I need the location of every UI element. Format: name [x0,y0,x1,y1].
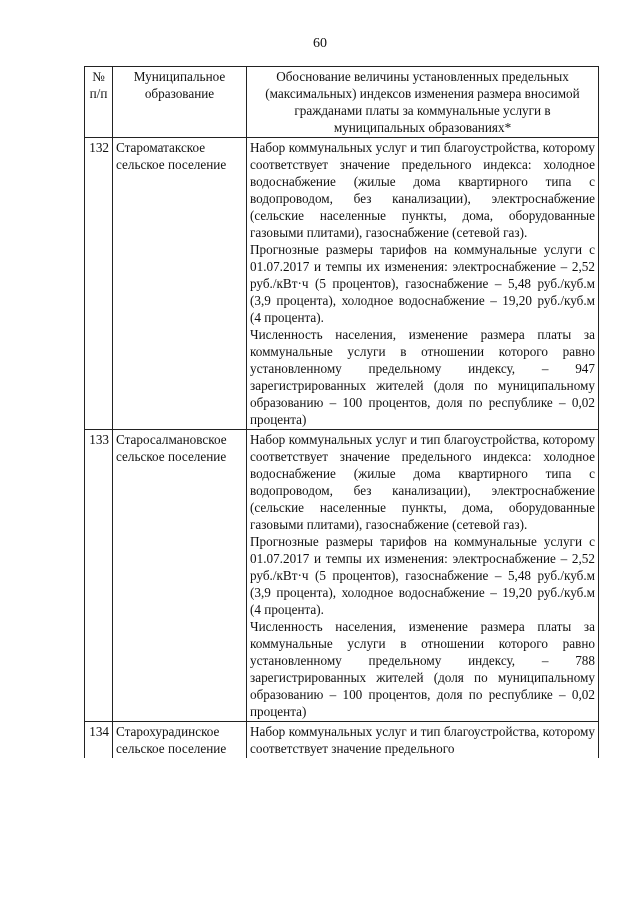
table-row [85,722,599,759]
header-justification: Обоснование величины установленных предельных (максимальных) индексов изменения размера вносимой гражданами платы за коммунальные услуги в муниципальных образованиях* [247,67,599,138]
justification-cell [247,722,599,759]
population-paragraph: Численность населения, изменение размера платы за коммунальные услуги в отношении которого равно установленному предельному индексу, – 947 зарегистрированных жителей (доля по муниципальному образованию – 100 процентов, доля по республике – 0,02 процента) [250,327,595,427]
tariffs-paragraph: Прогнозные размеры тарифов на коммунальные услуги с 01.07.2017 и темпы их изменения: электроснабжение – 2,52 руб./кВт·ч (5 процентов), газоснабжение – 5,48 руб./куб.м (3,9 процента), холодное водоснабжение – 19,20 руб./куб.м (4 процента). [250,534,595,617]
municipality-name: Староматакское сельское поселение [113,138,247,430]
municipality-name: Старосалмановское сельское поселение [113,430,247,722]
table-header-row [85,67,599,138]
table-row [85,430,599,722]
row-number: 133 [85,430,113,722]
services-paragraph: Набор коммунальных услуг и тип благоустройства, которому соответствует значение предельного индекса: холодное водоснабжение (жилые дома квартирного типа с водопроводом, без канализации), электроснабжение (сельские населенные пункты, дома, оборудованные газовыми плитами), газоснабжение (сетевой газ). [250,140,595,240]
tariff-index-table [84,66,599,758]
header-num: № п/п [85,67,113,138]
services-paragraph: Набор коммунальных услуг и тип благоустройства, которому соответствует значение предельного [250,724,595,756]
table-row [85,138,599,430]
page-number: 60 [313,36,327,51]
population-paragraph: Численность населения, изменение размера платы за коммунальные услуги в отношении которого равно установленному предельному индексу, – 788 зарегистрированных жителей (доля по муниципальному образованию – 100 процентов, доля по республике – 0,02 процента) [250,619,595,719]
tariffs-paragraph: Прогнозные размеры тарифов на коммунальные услуги с 01.07.2017 и темпы их изменения: электроснабжение – 2,52 руб./кВт·ч (5 процентов), газоснабжение – 5,48 руб./куб.м (3,9 процента), холодное водоснабжение – 19,20 руб./куб.м (4 процента). [250,242,595,325]
justification-cell [247,430,599,722]
municipality-name: Старохурадинское сельское поселение [113,722,247,759]
row-number: 132 [85,138,113,430]
header-municipality: Муниципальное образование [113,67,247,138]
justification-cell [247,138,599,430]
row-number: 134 [85,722,113,759]
services-paragraph: Набор коммунальных услуг и тип благоустройства, которому соответствует значение предельного индекса: холодное водоснабжение (жилые дома квартирного типа с водопроводом, без канализации), электроснабжение (сельские населенные пункты, дома, оборудованные газовыми плитами), газоснабжение (сетевой газ). [250,432,595,532]
